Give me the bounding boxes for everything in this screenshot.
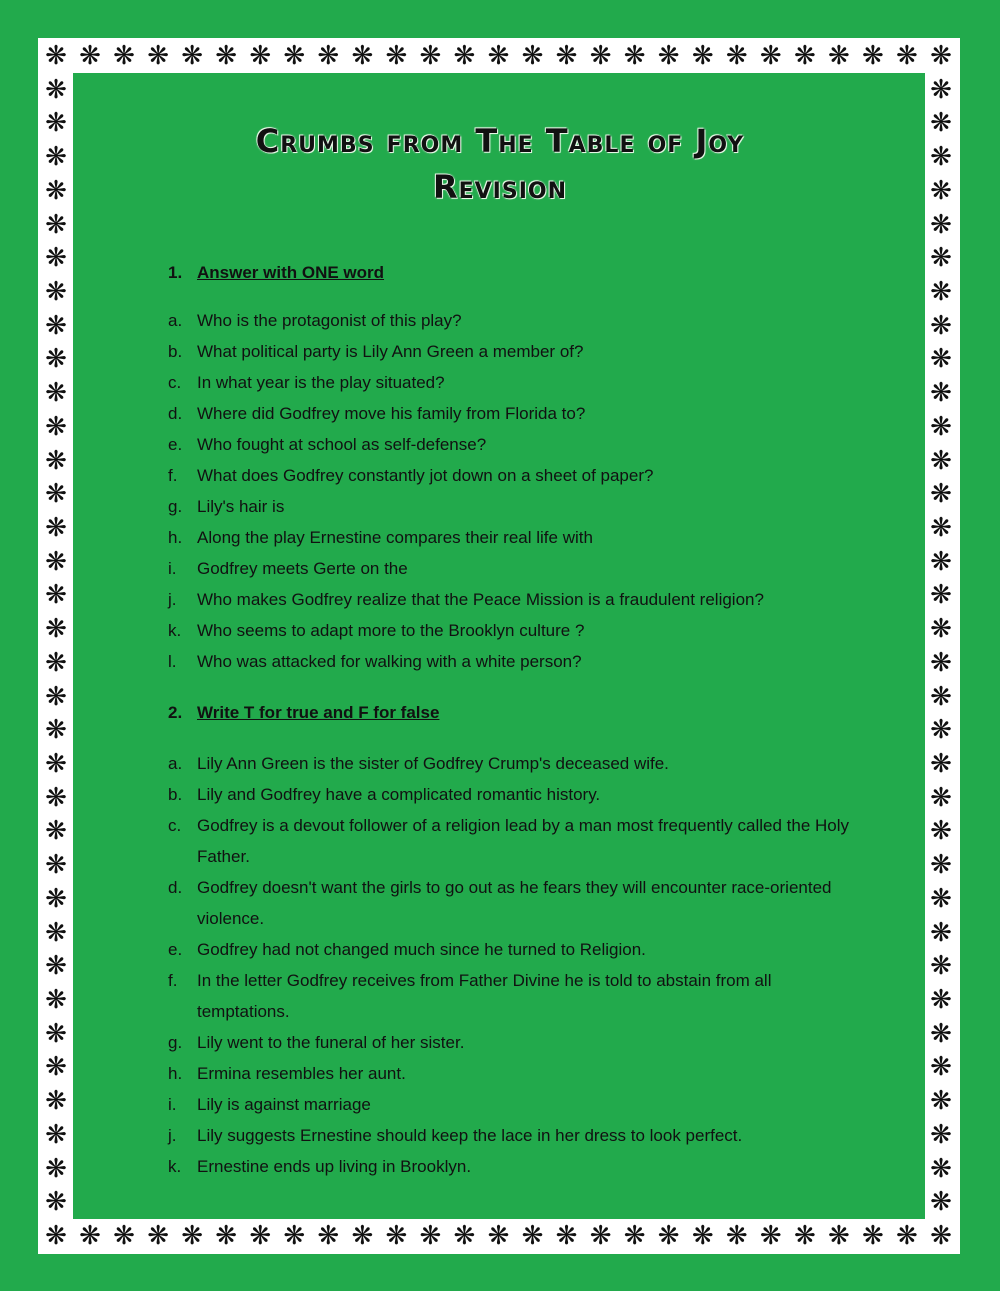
list-item [168,748,868,779]
item-letter: h. [168,1064,183,1083]
star-asterisk-icon: ❋ [930,782,952,813]
star-asterisk-icon: ❋ [453,1221,476,1251]
item-text: Who is the protagonist of this play? [197,311,462,330]
item-text: Ernestine ends up living in Brooklyn. [197,1157,472,1176]
item-text: Lily suggests Ernestine should keep the lace in her dress to look perfect. [197,1126,743,1145]
item-letter: k. [168,1157,182,1176]
star-asterisk-icon: ❋ [555,1221,578,1251]
star-asterisk-icon: ❋ [930,142,952,173]
star-asterisk-icon: ❋ [725,1221,748,1251]
item-text: Lily and Godfrey have a complicated romantic history. [197,785,601,804]
star-asterisk-icon: ❋ [45,277,67,307]
item-letter: a. [168,754,183,773]
star-asterisk-icon: ❋ [930,74,952,105]
star-asterisk-icon: ❋ [930,1018,952,1049]
star-asterisk-icon: ❋ [45,1187,67,1218]
star-asterisk-icon: ❋ [930,580,952,611]
section-heading [168,263,868,283]
star-asterisk-icon: ❋ [249,1221,272,1251]
star-asterisk-icon: ❋ [45,1052,67,1083]
list-item [168,1089,868,1120]
item-text: Godfrey had not changed much since he turned to Religion. [197,940,646,959]
star-asterisk-icon: ❋ [930,243,952,274]
item-letter: c. [168,373,182,392]
item-letter: l. [168,652,177,671]
star-asterisk-icon: ❋ [181,1221,204,1251]
list-item [168,398,868,429]
star-asterisk-icon: ❋ [45,917,67,948]
item-text: Ermina resembles her aunt. [197,1064,406,1083]
page-title [0,118,1000,210]
list-item [168,934,868,965]
list-item [168,872,868,934]
star-asterisk-icon: ❋ [691,1221,714,1251]
item-text: Godfrey is a devout follower of a religion lead by a man most frequently called the Holy Father. [197,816,850,866]
section-true-false [168,703,868,1182]
item-letter: e. [168,940,183,959]
star-asterisk-icon: ❋ [419,1221,442,1251]
list-item [168,491,868,522]
item-letter: f. [168,971,178,990]
star-asterisk-icon: ❋ [45,175,67,206]
item-text: Where did Godfrey move his family from Florida to? [197,404,586,423]
star-asterisk-icon: ❋ [45,850,67,881]
section-heading [168,703,868,723]
star-asterisk-icon: ❋ [147,1221,169,1251]
section-title: Write T for true and F for false [197,703,440,722]
star-asterisk-icon: ❋ [45,782,67,813]
star-asterisk-icon: ❋ [249,41,272,71]
star-asterisk-icon: ❋ [45,951,67,982]
star-asterisk-icon: ❋ [930,513,952,543]
star-asterisk-icon: ❋ [930,1187,952,1218]
star-asterisk-icon: ❋ [930,1153,952,1184]
star-asterisk-icon: ❋ [521,1221,544,1251]
star-asterisk-icon: ❋ [930,277,952,307]
star-asterisk-icon: ❋ [555,41,578,71]
star-asterisk-icon: ❋ [317,1221,340,1251]
star-asterisk-icon: ❋ [827,1221,850,1251]
star-asterisk-icon: ❋ [930,378,952,409]
star-asterisk-icon: ❋ [930,816,952,847]
star-asterisk-icon: ❋ [930,951,952,982]
item-text: What does Godfrey constantly jot down on a sheet of paper? [197,466,654,485]
star-asterisk-icon: ❋ [930,715,952,746]
star-asterisk-icon: ❋ [79,1221,101,1251]
list-item [168,584,868,615]
item-text: Godfrey meets Gerte on the [197,559,408,578]
star-asterisk-icon: ❋ [453,41,476,71]
item-letter: j. [168,590,177,609]
item-text: Who fought at school as self-defense? [197,435,487,454]
item-text: Who seems to adapt more to the Brooklyn culture ? [197,621,585,640]
star-asterisk-icon: ❋ [589,1221,612,1251]
star-asterisk-icon: ❋ [45,1119,67,1150]
star-asterisk-icon: ❋ [862,1221,884,1251]
star-asterisk-icon: ❋ [487,1221,510,1251]
star-asterisk-icon: ❋ [930,614,952,645]
title-line-2: Revision [432,168,568,206]
star-asterisk-icon: ❋ [930,681,952,712]
star-asterisk-icon: ❋ [181,41,204,71]
list-item [168,779,868,810]
star-asterisk-icon: ❋ [930,647,952,678]
star-asterisk-icon: ❋ [862,41,884,71]
item-text: Lily's hair is [197,497,285,516]
star-asterisk-icon: ❋ [623,1221,646,1251]
star-asterisk-icon: ❋ [45,1086,67,1117]
star-asterisk-icon: ❋ [725,41,748,71]
star-asterisk-icon: ❋ [45,513,67,543]
star-asterisk-icon: ❋ [45,816,67,847]
list-item [168,336,868,367]
item-letter: i. [168,559,177,578]
section-title: Answer with ONE word [197,263,385,282]
star-asterisk-icon: ❋ [45,647,67,678]
star-asterisk-icon: ❋ [930,209,952,240]
item-text: In the letter Godfrey receives from Father Divine he is told to abstain from all temptations. [197,971,772,1021]
star-asterisk-icon: ❋ [147,41,169,71]
star-asterisk-icon: ❋ [930,175,952,206]
list-item [168,460,868,491]
star-asterisk-icon: ❋ [930,108,952,139]
star-asterisk-icon: ❋ [45,883,67,914]
star-asterisk-icon: ❋ [45,142,67,173]
star-asterisk-icon: ❋ [487,41,510,71]
star-asterisk-icon: ❋ [385,41,408,71]
star-asterisk-icon: ❋ [45,74,67,105]
item-letter: d. [168,878,183,897]
star-asterisk-icon: ❋ [79,41,101,71]
star-asterisk-icon: ❋ [283,41,306,71]
item-text: In what year is the play situated? [197,373,445,392]
star-asterisk-icon: ❋ [657,1221,680,1251]
item-text: Lily Ann Green is the sister of Godfrey Crump's deceased wife. [197,754,669,773]
star-asterisk-icon: ❋ [930,1052,952,1083]
star-asterisk-icon: ❋ [930,310,952,341]
section-number: 2. [168,703,183,722]
star-asterisk-icon: ❋ [930,344,952,375]
item-letter: f. [168,466,178,485]
star-asterisk-icon: ❋ [759,1221,782,1251]
star-asterisk-icon: ❋ [657,41,680,71]
list-item [168,965,868,1027]
item-text: Lily went to the funeral of her sister. [197,1033,465,1052]
star-asterisk-icon: ❋ [45,108,67,139]
star-asterisk-icon: ❋ [113,1221,135,1251]
star-asterisk-icon: ❋ [930,1119,952,1150]
item-letter: a. [168,311,183,330]
list-item [168,1027,868,1058]
star-asterisk-icon: ❋ [930,850,952,881]
star-asterisk-icon: ❋ [317,41,340,71]
list-item [168,646,868,677]
star-asterisk-icon: ❋ [45,479,67,510]
item-letter: g. [168,1033,183,1052]
list-item [168,1058,868,1089]
item-letter: b. [168,785,183,804]
star-asterisk-icon: ❋ [759,41,782,71]
statement-list [168,748,868,1182]
star-asterisk-icon: ❋ [215,1221,238,1251]
star-asterisk-icon: ❋ [896,41,918,71]
star-asterisk-icon: ❋ [930,1221,952,1251]
star-asterisk-icon: ❋ [45,378,67,409]
star-asterisk-icon: ❋ [896,1221,918,1251]
question-list [168,305,868,677]
star-asterisk-icon: ❋ [623,41,646,71]
star-asterisk-icon: ❋ [283,1221,306,1251]
star-asterisk-icon: ❋ [521,41,544,71]
star-asterisk-icon: ❋ [793,1221,816,1251]
star-asterisk-icon: ❋ [45,614,67,645]
item-text: Who was attacked for walking with a white person? [197,652,582,671]
list-item [168,522,868,553]
star-asterisk-icon: ❋ [827,41,850,71]
item-letter: d. [168,404,183,423]
star-asterisk-icon: ❋ [419,41,442,71]
star-asterisk-icon: ❋ [930,41,952,71]
list-item [168,429,868,460]
list-item [168,553,868,584]
star-asterisk-icon: ❋ [930,985,952,1015]
star-asterisk-icon: ❋ [589,41,612,71]
item-text: What political party is Lily Ann Green a member of? [197,342,584,361]
star-asterisk-icon: ❋ [45,546,67,577]
item-letter: c. [168,816,182,835]
star-asterisk-icon: ❋ [45,445,67,476]
star-asterisk-icon: ❋ [930,917,952,948]
star-asterisk-icon: ❋ [45,715,67,746]
item-letter: g. [168,497,183,516]
star-asterisk-icon: ❋ [45,985,67,1015]
star-asterisk-icon: ❋ [45,411,67,442]
list-item [168,367,868,398]
title-line-1: Crumbs from The Table of Joy [255,122,745,160]
list-item [168,1120,868,1151]
star-asterisk-icon: ❋ [45,310,67,341]
star-asterisk-icon: ❋ [45,41,67,71]
list-item [168,810,868,872]
star-asterisk-icon: ❋ [45,243,67,274]
star-asterisk-icon: ❋ [930,445,952,476]
star-asterisk-icon: ❋ [930,411,952,442]
star-asterisk-icon: ❋ [113,41,135,71]
section-number: 1. [168,263,183,282]
star-asterisk-icon: ❋ [793,41,816,71]
section-answer-one-word [168,263,868,677]
item-letter: h. [168,528,183,547]
item-text: Along the play Ernestine compares their real life with [197,528,593,547]
list-item [168,305,868,336]
item-letter: k. [168,621,182,640]
star-asterisk-icon: ❋ [930,749,952,779]
list-item [168,1151,868,1182]
item-text: Godfrey doesn't want the girls to go out as he fears they will encounter race-oriented violence. [197,878,832,928]
star-asterisk-icon: ❋ [45,749,67,779]
star-asterisk-icon: ❋ [45,344,67,375]
star-asterisk-icon: ❋ [215,41,238,71]
star-asterisk-icon: ❋ [930,1086,952,1117]
star-asterisk-icon: ❋ [45,681,67,712]
item-text: Lily is against marriage [197,1095,371,1114]
star-asterisk-icon: ❋ [45,1153,67,1184]
list-item [168,615,868,646]
item-letter: e. [168,435,183,454]
star-asterisk-icon: ❋ [45,209,67,240]
item-text: Who makes Godfrey realize that the Peace Mission is a fraudulent religion? [197,590,764,609]
star-asterisk-icon: ❋ [930,883,952,914]
star-asterisk-icon: ❋ [691,41,714,71]
star-asterisk-icon: ❋ [351,1221,374,1251]
star-asterisk-icon: ❋ [930,479,952,510]
star-asterisk-icon: ❋ [385,1221,408,1251]
item-letter: b. [168,342,183,361]
item-letter: j. [168,1126,177,1145]
star-asterisk-icon: ❋ [45,1018,67,1049]
star-asterisk-icon: ❋ [351,41,374,71]
item-letter: i. [168,1095,177,1114]
star-asterisk-icon: ❋ [45,1221,67,1251]
star-asterisk-icon: ❋ [45,580,67,611]
star-asterisk-icon: ❋ [930,546,952,577]
